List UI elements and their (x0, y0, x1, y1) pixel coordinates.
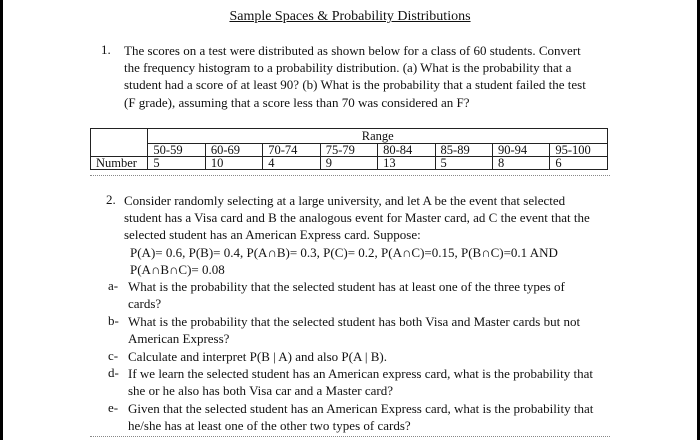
range-cell: 50-59 (148, 144, 205, 157)
range-cell: 85-89 (435, 144, 492, 157)
part-line: cards? (128, 296, 162, 312)
range-cell: 95-100 (550, 144, 608, 157)
part-a-text (128, 278, 565, 312)
question-1-line: The scores on a test were distributed as shown below for a class of 60 students. Convert (124, 43, 581, 58)
question-2-line: P(A∩B∩C)= 0.08 (130, 261, 225, 277)
question-1-line: the frequency histogram to a probability distribution. (a) What is the probability that a (124, 60, 572, 76)
part-line: If we learn the selected student has an American express card, what is the probability that (128, 366, 593, 381)
range-cell: 70-74 (263, 144, 320, 157)
part-c-letter: c- (108, 348, 119, 363)
part-line: Given that the selected student has an American Express card, what is the probability that (128, 401, 594, 416)
range-cell: 75-79 (320, 144, 377, 157)
part-line: he/she has at least one of the other two types of cards? (128, 418, 411, 434)
part-line: What is the probability that the selected student has at least one of the three types of (128, 279, 565, 294)
part-c-text (128, 348, 387, 365)
question-2-line: P(A)= 0.6, P(B)= 0.4, P(A∩B)= 0.3, P(C)= 0.2, P(A∩C)=0.15, P(B∩C)=0.1 AND (130, 244, 558, 260)
count-cell: 4 (263, 157, 320, 170)
count-cell: 5 (435, 157, 492, 170)
question-1-number: 1. (101, 42, 111, 57)
part-d-letter: d- (108, 365, 119, 380)
row-label-cell: Number (91, 157, 148, 170)
count-cell: 10 (205, 157, 262, 170)
count-cell: 6 (550, 157, 608, 170)
dotted-divider (90, 436, 610, 438)
page-title: Sample Spaces & Probability Distributions (229, 9, 471, 24)
part-e-text (128, 400, 593, 434)
part-a-letter: a- (108, 278, 119, 293)
question-2-line: selected student has an American Express card. Suppose: (124, 227, 421, 243)
range-cell: 60-69 (205, 144, 262, 157)
question-2-line: student has a Visa card and B the analogous event for Master card, ad C the event that the (124, 210, 590, 226)
part-e-letter: e- (108, 400, 119, 415)
range-cell: 80-84 (378, 144, 435, 157)
range-cell: 90-94 (492, 144, 549, 157)
part-line: American Express? (128, 331, 230, 347)
count-cell: 5 (148, 157, 205, 170)
table-corner-cell (91, 144, 148, 157)
part-d-text (128, 365, 593, 399)
count-cell: 13 (378, 157, 435, 170)
frequency-table (90, 128, 608, 170)
dotted-divider (90, 175, 610, 177)
count-cell: 9 (320, 157, 377, 170)
part-line: she or he also has both Visa car and a Master card? (128, 383, 394, 399)
question-1-line: (F grade), assuming that a score less than 70 was considered an F? (124, 94, 470, 110)
question-2-number: 2. (106, 192, 116, 207)
question-2-line: Consider randomly selecting at a large university, and let A be the event that selected (124, 193, 566, 208)
question-1-text (124, 42, 586, 111)
part-b-text (128, 313, 580, 347)
part-line: Calculate and interpret P(B | A) and also P(A | B). (128, 349, 388, 364)
part-b-letter: b- (108, 313, 119, 328)
left-border (0, 0, 3, 440)
range-header: Range (148, 129, 608, 144)
part-line: What is the probability that the selected student has both Visa and Master cards but not (128, 314, 581, 329)
question-1-line: student had a score of at least 90? (b) What is the probability that a student failed the test (124, 77, 586, 93)
question-2-intro (124, 192, 590, 278)
count-cell: 8 (492, 157, 549, 170)
table-corner-cell (91, 129, 148, 144)
